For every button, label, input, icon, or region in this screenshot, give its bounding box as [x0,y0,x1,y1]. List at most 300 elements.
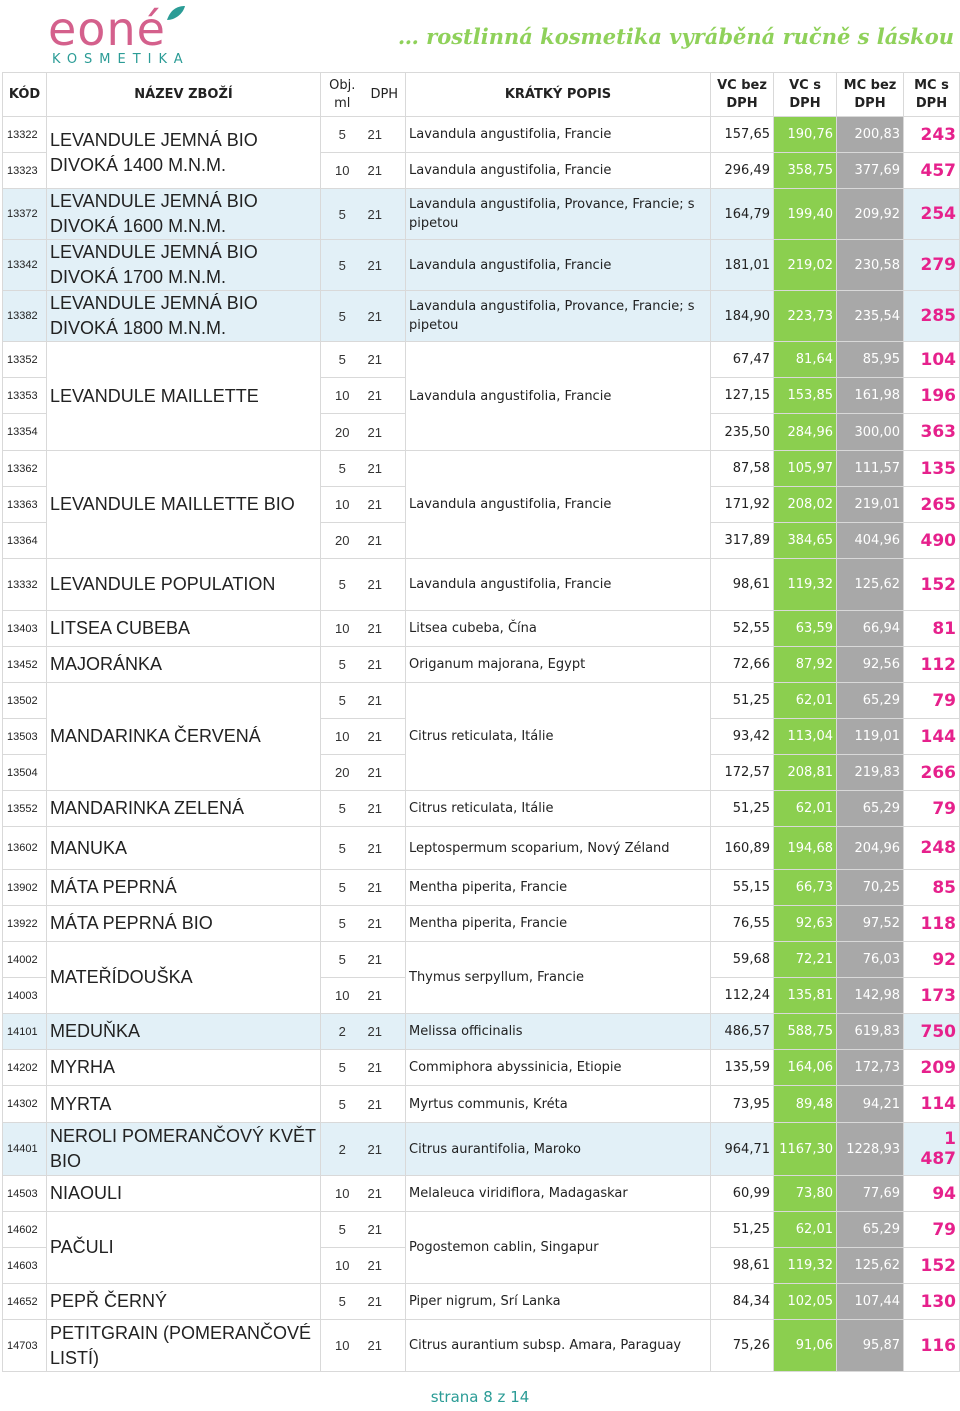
col-vc-bez: VC bez DPH [711,73,774,117]
logo-subtitle: KOSMETIKA [52,52,190,67]
cell-dph: 21 [364,791,406,827]
table-row [3,1284,960,1320]
cell-vc-bez: 73,95 [711,1086,774,1123]
cell-ml: 5 [321,827,364,870]
cell-mc-s: 114 [904,1086,960,1123]
cell-vc-bez: 184,90 [711,291,774,342]
cell-vc-s: 87,92 [774,647,837,683]
cell-ml: 5 [321,870,364,906]
cell-dph: 21 [364,1320,406,1372]
col-mc-s: MC s DPH [904,73,960,117]
cell-kod: 14002 [3,942,47,978]
cell-vc-s: 164,06 [774,1050,837,1086]
cell-vc-s: 199,40 [774,189,837,240]
table-row [3,870,960,906]
cell-kod: 13372 [3,189,47,240]
col-ml: Obj. ml [321,73,364,117]
cell-vc-s: 81,64 [774,342,837,378]
cell-nazev: MYRHA [47,1050,321,1086]
cell-popis: Commiphora abyssinicia, Etiopie [406,1050,711,1086]
cell-kod: 13322 [3,117,47,153]
cell-dph: 21 [364,870,406,906]
table-row [3,1123,960,1176]
col-dph: DPH [364,73,406,117]
cell-popis: Melissa officinalis [406,1014,711,1050]
cell-vc-bez: 171,92 [711,487,774,523]
cell-mc-s: 104 [904,342,960,378]
cell-kod: 13362 [3,451,47,487]
cell-nazev: LITSEA CUBEBA [47,611,321,647]
cell-nazev: MEDUŇKA [47,1014,321,1050]
col-nazev: NÁZEV ZBOŽÍ [47,73,321,117]
cell-ml: 10 [321,487,364,523]
page-number-text: strana 8 z 14 [430,1388,530,1406]
cell-kod: 13902 [3,870,47,906]
cell-mc-bez: 209,92 [837,189,904,240]
cell-vc-bez: 72,66 [711,647,774,683]
cell-vc-s: 284,96 [774,414,837,451]
cell-mc-bez: 65,29 [837,683,904,719]
cell-kod: 13332 [3,559,47,611]
cell-mc-s: 265 [904,487,960,523]
cell-mc-s: 130 [904,1284,960,1320]
cell-mc-s: 457 [904,153,960,189]
cell-mc-s: 81 [904,611,960,647]
table-row [3,1176,960,1212]
cell-dph: 21 [364,942,406,978]
cell-dph: 21 [364,683,406,719]
cell-vc-bez: 127,15 [711,378,774,414]
cell-dph: 21 [364,611,406,647]
cell-vc-bez: 157,65 [711,117,774,153]
table-row [3,291,960,342]
cell-nazev: LEVANDULE JEMNÁ BIO DIVOKÁ 1700 M.N.M. [47,240,321,291]
table-row [3,342,960,378]
cell-vc-bez: 84,34 [711,1284,774,1320]
table-row [3,559,960,611]
cell-nazev: MANDARINKA ZELENÁ [47,791,321,827]
cell-kod: 13452 [3,647,47,683]
cell-popis: Lavandula angustifolia, Francie [406,559,711,611]
cell-mc-bez: 65,29 [837,1212,904,1248]
cell-nazev: PEPŘ ČERNÝ [47,1284,321,1320]
cell-kod: 14603 [3,1248,47,1284]
cell-ml: 10 [321,1320,364,1372]
cell-ml: 5 [321,1212,364,1248]
cell-popis: Lavandula angustifolia, Francie [406,117,711,153]
cell-mc-s: 116 [904,1320,960,1372]
cell-popis: Litsea cubeba, Čína [406,611,711,647]
cell-nazev: LEVANDULE MAILLETTE [47,342,321,451]
cell-kod: 14503 [3,1176,47,1212]
cell-mc-bez: 107,44 [837,1284,904,1320]
table-row [3,1086,960,1123]
table-header-row [3,73,960,117]
cell-nazev: NIAOULI [47,1176,321,1212]
cell-dph: 21 [364,487,406,523]
cell-nazev: MYRTA [47,1086,321,1123]
cell-vc-s: 384,65 [774,523,837,559]
table-row [3,117,960,153]
cell-kod: 14703 [3,1320,47,1372]
cell-mc-s: 254 [904,189,960,240]
table-row [3,942,960,978]
cell-dph: 21 [364,117,406,153]
cell-vc-bez: 51,25 [711,1212,774,1248]
cell-dph: 21 [364,1248,406,1284]
col-kod: KÓD [3,73,47,117]
cell-kod: 14401 [3,1123,47,1176]
cell-vc-s: 119,32 [774,1248,837,1284]
cell-dph: 21 [364,719,406,755]
cell-vc-bez: 964,71 [711,1123,774,1176]
cell-vc-bez: 52,55 [711,611,774,647]
leaf-icon [165,4,187,22]
cell-popis: Citrus aurantium subsp. Amara, Paraguay [406,1320,711,1372]
cell-vc-bez: 98,61 [711,1248,774,1284]
cell-mc-s: 92 [904,942,960,978]
cell-popis: Mentha piperita, Francie [406,906,711,942]
cell-vc-s: 223,73 [774,291,837,342]
table-row [3,827,960,870]
brand-logo [48,4,198,68]
cell-popis: Lavandula angustifolia, Provance, Francie; s pipetou [406,291,711,342]
cell-vc-bez: 98,61 [711,559,774,611]
cell-vc-s: 219,02 [774,240,837,291]
cell-vc-s: 62,01 [774,791,837,827]
cell-mc-bez: 92,56 [837,647,904,683]
cell-dph: 21 [364,1176,406,1212]
cell-vc-s: 72,21 [774,942,837,978]
cell-mc-bez: 70,25 [837,870,904,906]
cell-ml: 10 [321,719,364,755]
cell-mc-s: 196 [904,378,960,414]
cell-vc-s: 588,75 [774,1014,837,1050]
cell-ml: 10 [321,611,364,647]
cell-mc-bez: 125,62 [837,1248,904,1284]
cell-nazev: MAJORÁNKA [47,647,321,683]
cell-vc-s: 208,81 [774,755,837,791]
cell-mc-bez: 76,03 [837,942,904,978]
cell-ml: 2 [321,1014,364,1050]
cell-mc-bez: 119,01 [837,719,904,755]
cell-popis: Origanum majorana, Egypt [406,647,711,683]
table-row [3,240,960,291]
cell-mc-s: 243 [904,117,960,153]
cell-vc-s: 105,97 [774,451,837,487]
cell-mc-s: 118 [904,906,960,942]
cell-ml: 5 [321,189,364,240]
cell-vc-bez: 296,49 [711,153,774,189]
cell-mc-bez: 200,83 [837,117,904,153]
cell-popis: Mentha piperita, Francie [406,870,711,906]
cell-kod: 13353 [3,378,47,414]
cell-mc-bez: 230,58 [837,240,904,291]
cell-kod: 13364 [3,523,47,559]
cell-ml: 5 [321,291,364,342]
cell-dph: 21 [364,451,406,487]
cell-mc-s: 79 [904,791,960,827]
cell-kod: 13502 [3,683,47,719]
cell-popis: Lavandula angustifolia, Francie [406,240,711,291]
cell-ml: 5 [321,342,364,378]
cell-mc-bez: 95,87 [837,1320,904,1372]
cell-mc-s: 750 [904,1014,960,1050]
cell-nazev: LEVANDULE JEMNÁ BIO DIVOKÁ 1600 M.N.M. [47,189,321,240]
cell-ml: 5 [321,1284,364,1320]
cell-dph: 21 [364,647,406,683]
cell-popis: Citrus aurantifolia, Maroko [406,1123,711,1176]
cell-dph: 21 [364,978,406,1014]
cell-popis: Melaleuca viridiflora, Madagaskar [406,1176,711,1212]
cell-mc-bez: 125,62 [837,559,904,611]
cell-mc-bez: 94,21 [837,1086,904,1123]
cell-mc-bez: 85,95 [837,342,904,378]
cell-vc-s: 62,01 [774,683,837,719]
cell-dph: 21 [364,906,406,942]
cell-dph: 21 [364,827,406,870]
cell-mc-bez: 172,73 [837,1050,904,1086]
cell-vc-bez: 486,57 [711,1014,774,1050]
cell-kod: 13552 [3,791,47,827]
table-row [3,647,960,683]
cell-vc-s: 62,01 [774,1212,837,1248]
cell-kod: 14202 [3,1050,47,1086]
cell-mc-s: 144 [904,719,960,755]
cell-dph: 21 [364,153,406,189]
cell-vc-s: 208,02 [774,487,837,523]
cell-dph: 21 [364,189,406,240]
cell-mc-s: 490 [904,523,960,559]
cell-vc-s: 92,63 [774,906,837,942]
cell-kod: 14602 [3,1212,47,1248]
table-row [3,451,960,487]
cell-dph: 21 [364,1212,406,1248]
cell-mc-bez: 300,00 [837,414,904,451]
cell-mc-bez: 235,54 [837,291,904,342]
cell-vc-bez: 160,89 [711,827,774,870]
logo-text: eoné [48,2,166,56]
cell-vc-s: 73,80 [774,1176,837,1212]
cell-nazev: LEVANDULE JEMNÁ BIO DIVOKÁ 1400 M.N.M. [47,117,321,189]
cell-popis: Thymus serpyllum, Francie [406,942,711,1014]
cell-popis: Lavandula angustifolia, Francie [406,153,711,189]
cell-ml: 20 [321,755,364,791]
cell-dph: 21 [364,1284,406,1320]
cell-mc-s: 94 [904,1176,960,1212]
cell-nazev: LEVANDULE POPULATION [47,559,321,611]
cell-dph: 21 [364,523,406,559]
price-table [2,72,960,1372]
cell-vc-bez: 135,59 [711,1050,774,1086]
cell-kod: 13403 [3,611,47,647]
cell-ml: 5 [321,451,364,487]
cell-nazev: MÁTA PEPRNÁ [47,870,321,906]
cell-kod: 13323 [3,153,47,189]
cell-mc-bez: 619,83 [837,1014,904,1050]
cell-dph: 21 [364,1123,406,1176]
cell-kod: 13503 [3,719,47,755]
cell-dph: 21 [364,1050,406,1086]
cell-ml: 5 [321,906,364,942]
cell-mc-bez: 77,69 [837,1176,904,1212]
cell-popis: Citrus reticulata, Itálie [406,683,711,791]
cell-mc-s: 266 [904,755,960,791]
cell-dph: 21 [364,755,406,791]
cell-ml: 2 [321,1123,364,1176]
cell-mc-bez: 1228,93 [837,1123,904,1176]
col-vc-s: VC s DPH [774,73,837,117]
cell-kod: 13922 [3,906,47,942]
table-row [3,906,960,942]
cell-ml: 10 [321,1176,364,1212]
cell-ml: 5 [321,1050,364,1086]
col-mc-bez: MC bez DPH [837,73,904,117]
cell-mc-bez: 66,94 [837,611,904,647]
cell-mc-s: 135 [904,451,960,487]
table-row [3,1212,960,1248]
cell-vc-bez: 55,15 [711,870,774,906]
cell-popis: Myrtus communis, Kréta [406,1086,711,1123]
cell-vc-s: 119,32 [774,559,837,611]
cell-vc-s: 1167,30 [774,1123,837,1176]
cell-kod: 14302 [3,1086,47,1123]
cell-ml: 5 [321,942,364,978]
cell-vc-bez: 75,26 [711,1320,774,1372]
cell-nazev: LEVANDULE MAILLETTE BIO [47,451,321,559]
cell-kod: 13602 [3,827,47,870]
cell-dph: 21 [364,291,406,342]
cell-vc-bez: 112,24 [711,978,774,1014]
cell-nazev: MÁTA PEPRNÁ BIO [47,906,321,942]
cell-mc-s: 209 [904,1050,960,1086]
cell-popis: Lavandula angustifolia, Provance, Francie; s pipetou [406,189,711,240]
tagline: … rostlinná kosmetika vyráběná ručně s láskou [397,24,954,49]
cell-vc-bez: 51,25 [711,683,774,719]
cell-vc-bez: 51,25 [711,791,774,827]
cell-popis: Leptospermum scoparium, Nový Zéland [406,827,711,870]
cell-vc-bez: 164,79 [711,189,774,240]
cell-vc-bez: 317,89 [711,523,774,559]
cell-mc-bez: 219,83 [837,755,904,791]
cell-kod: 13504 [3,755,47,791]
cell-vc-bez: 87,58 [711,451,774,487]
table-row [3,1050,960,1086]
page-number [0,1388,960,1406]
cell-ml: 10 [321,1248,364,1284]
cell-nazev: NEROLI POMERANČOVÝ KVĚT BIO [47,1123,321,1176]
cell-vc-bez: 67,47 [711,342,774,378]
cell-ml: 20 [321,414,364,451]
page-header [0,0,960,72]
cell-mc-bez: 377,69 [837,153,904,189]
cell-dph: 21 [364,1014,406,1050]
cell-ml: 10 [321,978,364,1014]
cell-popis: Piper nigrum, Srí Lanka [406,1284,711,1320]
cell-vc-bez: 172,57 [711,755,774,791]
cell-vc-s: 358,75 [774,153,837,189]
cell-mc-s: 79 [904,1212,960,1248]
cell-nazev: PAČULI [47,1212,321,1284]
cell-kod: 13363 [3,487,47,523]
col-popis: KRÁTKÝ POPIS [406,73,711,117]
cell-ml: 10 [321,378,364,414]
cell-vc-s: 194,68 [774,827,837,870]
cell-nazev: MANUKA [47,827,321,870]
cell-kod: 14101 [3,1014,47,1050]
cell-ml: 5 [321,647,364,683]
cell-popis: Lavandula angustifolia, Francie [406,451,711,559]
cell-mc-s: 152 [904,559,960,611]
cell-mc-s: 152 [904,1248,960,1284]
cell-nazev: MANDARINKA ČERVENÁ [47,683,321,791]
cell-dph: 21 [364,342,406,378]
cell-mc-bez: 111,57 [837,451,904,487]
cell-ml: 20 [321,523,364,559]
cell-vc-s: 190,76 [774,117,837,153]
table-row [3,1014,960,1050]
cell-kod: 13382 [3,291,47,342]
cell-mc-s: 1 487 [904,1123,960,1176]
table-row [3,1320,960,1372]
cell-mc-bez: 219,01 [837,487,904,523]
cell-ml: 5 [321,240,364,291]
cell-kod: 13342 [3,240,47,291]
cell-mc-s: 85 [904,870,960,906]
table-row [3,791,960,827]
cell-mc-bez: 65,29 [837,791,904,827]
cell-vc-s: 135,81 [774,978,837,1014]
cell-vc-s: 89,48 [774,1086,837,1123]
cell-dph: 21 [364,414,406,451]
cell-mc-s: 363 [904,414,960,451]
cell-dph: 21 [364,240,406,291]
cell-popis: Pogostemon cablin, Singapur [406,1212,711,1284]
cell-mc-s: 248 [904,827,960,870]
table-row [3,683,960,719]
cell-ml: 5 [321,1086,364,1123]
cell-dph: 21 [364,559,406,611]
cell-dph: 21 [364,378,406,414]
cell-vc-s: 66,73 [774,870,837,906]
cell-kod: 14652 [3,1284,47,1320]
cell-mc-bez: 97,52 [837,906,904,942]
cell-vc-bez: 181,01 [711,240,774,291]
cell-nazev: MATEŘÍDOUŠKA [47,942,321,1014]
cell-kod: 14003 [3,978,47,1014]
cell-ml: 10 [321,153,364,189]
cell-vc-s: 153,85 [774,378,837,414]
table-row [3,611,960,647]
cell-vc-s: 91,06 [774,1320,837,1372]
cell-kod: 13354 [3,414,47,451]
cell-vc-s: 63,59 [774,611,837,647]
cell-dph: 21 [364,1086,406,1123]
cell-vc-bez: 76,55 [711,906,774,942]
cell-popis: Citrus reticulata, Itálie [406,791,711,827]
cell-vc-bez: 59,68 [711,942,774,978]
cell-ml: 5 [321,791,364,827]
cell-popis: Lavandula angustifolia, Francie [406,342,711,451]
cell-mc-bez: 204,96 [837,827,904,870]
cell-vc-bez: 93,42 [711,719,774,755]
cell-mc-bez: 404,96 [837,523,904,559]
cell-nazev: LEVANDULE JEMNÁ BIO DIVOKÁ 1800 M.N.M. [47,291,321,342]
cell-mc-s: 173 [904,978,960,1014]
cell-vc-s: 113,04 [774,719,837,755]
cell-mc-bez: 142,98 [837,978,904,1014]
cell-mc-s: 279 [904,240,960,291]
